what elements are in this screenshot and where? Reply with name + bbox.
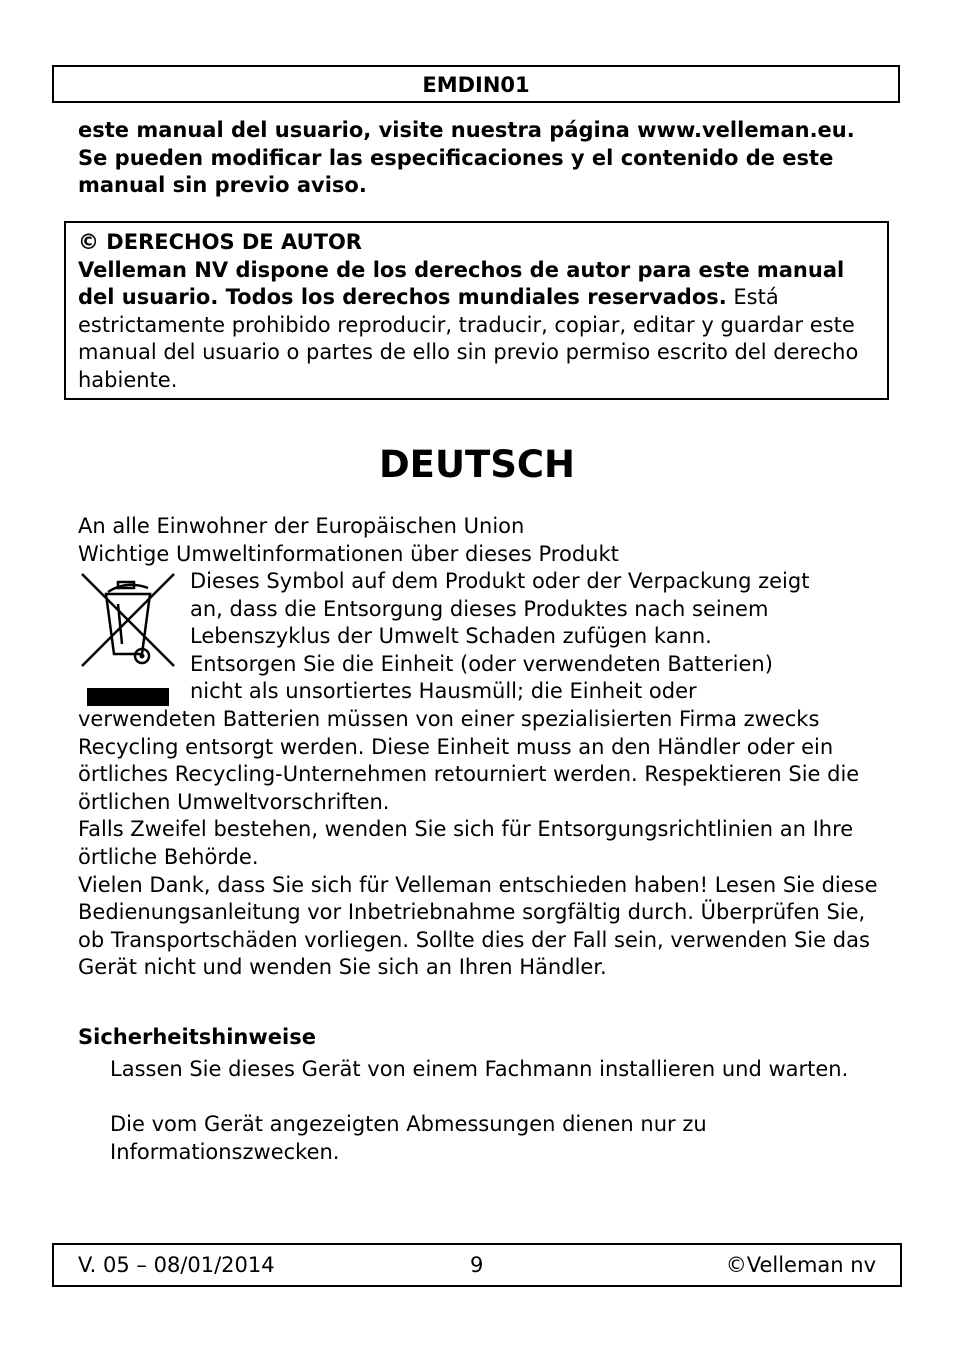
copyright-title: © DERECHOS DE AUTOR [78,230,362,254]
copyright-bold-text: Velleman NV dispone de los derechos de autor para este manual del usuario. Todos los derechos mundiales reservados. [78,257,845,310]
footer-version: V. 05 – 08/01/2014 [78,1253,275,1277]
env-continuation-block [78,706,888,982]
env-line-2: Wichtige Umweltinformationen über dieses Produkt [78,542,619,566]
env-doubt: Falls Zweifel bestehen, wenden Sie sich für Entsorgungsrichtlinien an Ihre örtliche Behörde. [78,817,854,869]
env-wrap-line: an, dass die Entsorgung dieses Produktes nach seinem [190,596,769,621]
env-wrap-line: nicht als unsortiertes Hausmüll; die Einheit oder [190,679,697,704]
env-thanks: Vielen Dank, dass Sie sich für Velleman entschieden haben! Lesen Sie diese Bedienungsanleitung vor Inbetriebnahme sorgfältig durch. Überprüfen Sie, ob Transportschäden vorliegen. Sollte dies der Fall sein, verwenden Sie das Gerät nicht und wenden Sie sich an Ihren Händler. [78,872,878,980]
weee-black-bar [87,688,169,706]
env-line-1: An alle Einwohner der Europäischen Union [78,514,525,538]
section-title: DEUTSCH [378,443,576,486]
env-continuation: verwendeten Batterien müssen von einer spezialisierten Firma zwecks Recycling entsorgt werden. Diese Einheit muss an den Händler oder ein örtliches Recycling-Unternehmen retourniert werden. Respektieren Sie die örtlichen Umweltvorschriften. [78,707,860,814]
page-header-model: EMDIN01 [52,65,900,103]
copyright-box [64,221,889,400]
safety-heading: Sicherheitshinweise [78,1025,316,1049]
footer-copyright: ©Velleman nv [725,1253,876,1277]
env-wrap-text [190,568,890,706]
copyright-normal-text: Está estrictamente prohibido reproducir, traducir, copiar, editar y guardar este manual del usuario o partes de ello sin previo permiso escrito del derecho habiente. [78,285,859,392]
crossed-bin-icon [78,570,178,670]
footer-page-number: 9 [470,1253,484,1277]
page-footer [52,1243,902,1287]
env-wrap-line: Dieses Symbol auf dem Produkt oder der Verpackung zeigt [190,569,810,593]
env-wrap-line: Entsorgen Sie die Einheit (oder verwendeten Batterien) [190,651,773,676]
copyright-body [78,257,875,395]
intro-paragraph: este manual del usuario, visite nuestra página www.velleman.eu. Se pueden modificar las especificaciones y el contenido de este manual sin previo aviso. [78,118,855,198]
env-wrap-line: Lebenszyklus der Umwelt Schaden zufügen kann. [190,624,712,649]
safety-item: Lassen Sie dieses Gerät von einem Fachmann installieren und warten. [110,1057,849,1081]
safety-item: Die vom Gerät angezeigten Abmessungen dienen nur zu Informationszwecken. [110,1112,707,1164]
